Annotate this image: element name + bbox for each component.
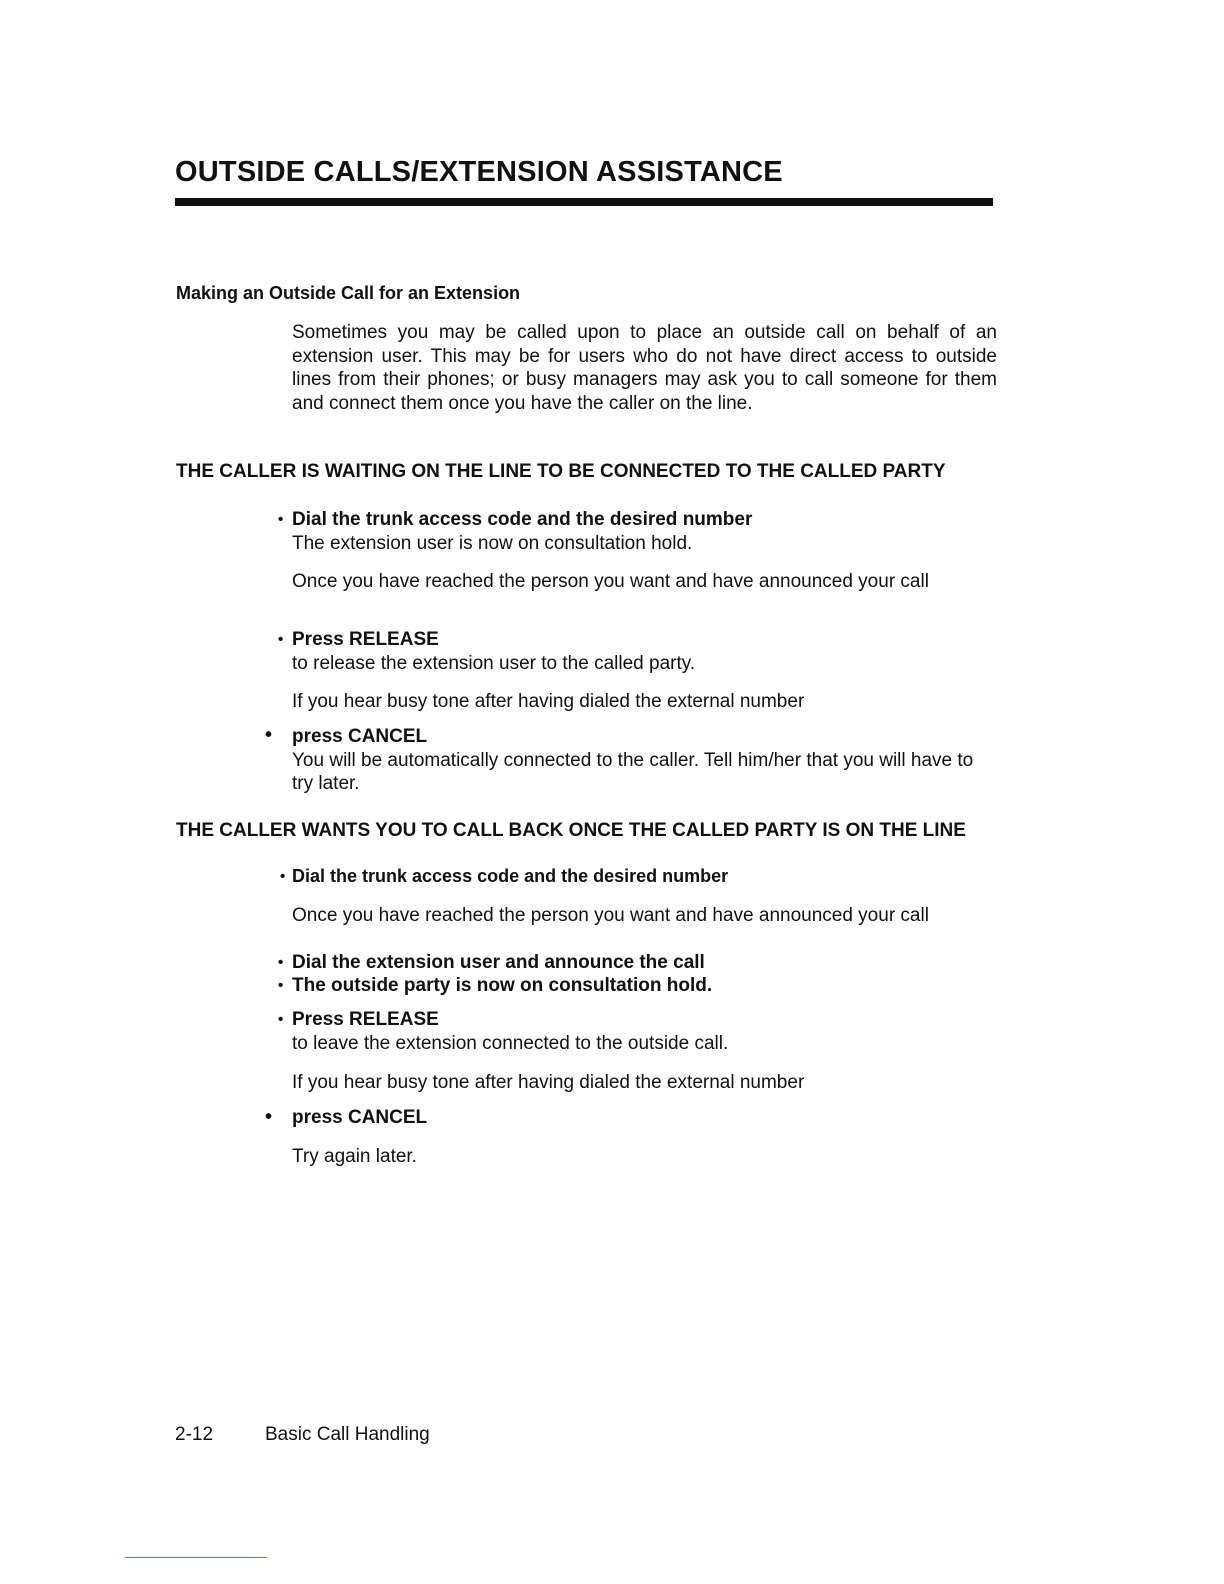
case1-note-busy: If you hear busy tone after having dialed the external number <box>292 691 805 712</box>
case2-step-release <box>292 1008 997 1055</box>
bullet-icon: • <box>278 1011 284 1028</box>
case1-note-reached: Once you have reached the person you want and have announced your call <box>292 571 929 592</box>
section-heading: Making an Outside Call for an Extension <box>176 283 521 303</box>
intro-paragraph: Sometimes you may be called upon to place an outside call on behalf of an extension user. This may be for users who do not have direct access to outside lines from their phones; or busy managers may ask you to call someone for them and connect them once you have the caller on the line. <box>292 322 997 414</box>
step-desc: You will be automatically connected to the caller. Tell him/her that you will have to try later. <box>292 749 974 794</box>
case2-step-cancel-desc: Try again later. <box>292 1146 417 1167</box>
step-label: press CANCEL <box>292 726 428 747</box>
scan-edge-line <box>125 1557 267 1558</box>
step-label: Dial the extension user and announce the call <box>292 952 705 973</box>
case2-note-reached: Once you have reached the person you want and have announced your call <box>292 905 929 926</box>
bullet-icon: • <box>280 868 286 885</box>
bullet-icon: • <box>265 1106 273 1128</box>
step-label: press CANCEL <box>292 1107 428 1128</box>
step-label: Dial the trunk access code and the desired number <box>292 866 729 886</box>
bullet-icon: • <box>278 511 284 528</box>
bullet-icon: • <box>278 631 284 648</box>
footer-section-name: Basic Call Handling <box>265 1424 430 1445</box>
page-title: OUTSIDE CALLS/EXTENSION ASSISTANCE <box>175 156 783 188</box>
bullet-icon: • <box>278 954 284 971</box>
title-rule <box>175 198 993 206</box>
case2-heading: THE CALLER WANTS YOU TO CALL BACK ONCE THE CALLED PARTY IS ON THE LINE <box>176 820 966 841</box>
bullet-icon: • <box>278 977 284 994</box>
case1-step-cancel <box>292 725 997 796</box>
step-label: The outside party is now on consultation hold. <box>292 975 713 996</box>
case2-step-hold <box>292 974 997 998</box>
bullet-icon: • <box>265 724 273 746</box>
step-label: Press RELEASE <box>292 629 439 650</box>
case1-heading: THE CALLER IS WAITING ON THE LINE TO BE CONNECTED TO THE CALLED PARTY <box>176 461 946 482</box>
case2-step-announce <box>292 951 997 975</box>
case2-step-dial <box>292 865 997 889</box>
step-label: Press RELEASE <box>292 1009 439 1030</box>
case1-step-release <box>292 628 997 675</box>
step-desc: to release the extension user to the called party. <box>292 652 696 674</box>
step-label: Dial the trunk access code and the desired number <box>292 509 753 530</box>
case2-note-busy: If you hear busy tone after having dialed the external number <box>292 1072 805 1093</box>
step-desc: The extension user is now on consultation hold. <box>292 532 693 554</box>
step-desc: to leave the extension connected to the outside call. <box>292 1032 729 1054</box>
case2-step-cancel <box>292 1106 997 1130</box>
case1-step-dial <box>292 508 997 555</box>
page-number: 2-12 <box>175 1424 214 1445</box>
